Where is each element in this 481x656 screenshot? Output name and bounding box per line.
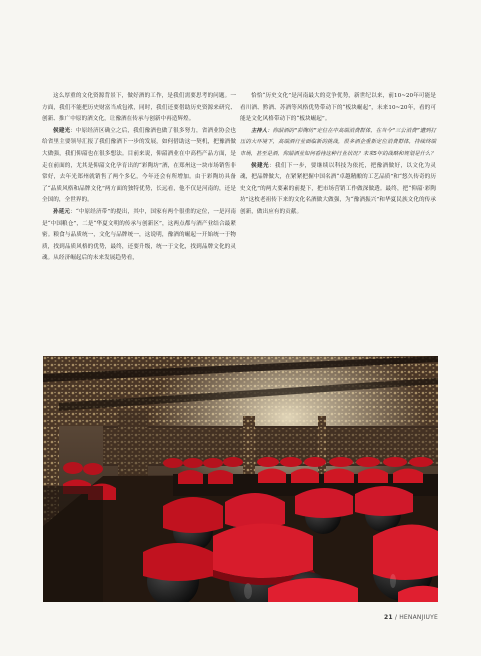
speaker-text: ：中原经济区确立之后，我们豫酒也做了很多努力，省酒业协会也给省里主要领导汇报了我们豫酒下一步的发展，如何借助这一契机，把豫酒做大做强，我们仰韶也在很多想法。目前来说，仰韶酒业在中高档产品方面，是走在前面的，尤其是仰韶文化孕育出的“彩陶坊”酒，在郑州这一块市场销售非常好，去年光郑州就销售了两个多亿，今年还会有所增加。由于彩陶坊具备了“品质风格和品牌文化”两方面的独特优势，长远看，他不仅是河南的，还是全国的，全世界的。 bbox=[42, 127, 237, 204]
journal-name: HENANJIUYE bbox=[399, 614, 438, 621]
speaker-name: 主持人 bbox=[251, 127, 268, 134]
speaker-name: 侯建光 bbox=[53, 127, 71, 134]
speaker-name: 孙延元 bbox=[53, 208, 71, 215]
left-text-column bbox=[42, 91, 236, 265]
paragraph-hou-2 bbox=[240, 161, 436, 219]
speaker-text: ：我们下一步，要继续以科技为依托，把豫酒做好，以文化为灵魂，把品牌做大，在紧紧把握中国名酒“卓越精酿的工艺品质”和“悠久传奇的历史文化”的两大要素的前提下，把市场营销工作做深做透。最终，把“仰韶·彩陶坊”这枚老祖传下来的文化名酒做大做强，为“豫酒振兴”和华夏民族文化的传承创新，做出应有的贡献。 bbox=[240, 162, 436, 215]
paragraph-sun bbox=[42, 207, 236, 265]
speaker-text: ：“中原经济带”的提出，其中，国家有两个很重的定位，一是河南是“中国粮仓”，二是“华夏文明的传承与创新区”，这两点都与酒产业结合最紧密。粮食与品质统一，文化与品牌统一，这说明，豫酒的崛起一开始统一于物质，找到品质风格的优势，最终，还要升级，统一于文化，找到品牌文化的灵魂。从经济崛起后的未来发展趋势看， bbox=[42, 208, 236, 262]
cellar-photo bbox=[43, 356, 438, 602]
journal-separator: / bbox=[394, 614, 398, 621]
paragraph-continued: 恰恰“历史文化”是河南最大的竞争优势，新世纪以来，前10~20年可能是看川酒、黔酒、苏酒等风格优势带动下的“板块崛起”，未来10~20年，看的可能是文化风格带动下的“板块崛起”。 bbox=[240, 93, 436, 123]
page-footer bbox=[368, 614, 438, 621]
right-text-column bbox=[240, 91, 436, 219]
cellar-photo-illustration bbox=[43, 356, 438, 602]
speaker-name: 侯建光 bbox=[251, 162, 269, 169]
paragraph-hou-1 bbox=[42, 126, 236, 207]
paragraph-intro: 这么厚重的文化资源背景下，做好酒的工作，是我们需要思考的问题。一方面，我们不能把历史财富当成包袱，同时，我们还要借助历史资源来研究、创新、推广中原的酒文化，让豫酒在传承与创新中再造辉煌。 bbox=[42, 93, 236, 123]
paragraph-host-question bbox=[240, 126, 436, 161]
page-number: 21 bbox=[384, 614, 393, 621]
question-text: ：仰韶酒的“彩陶坊”定位在中高端消费群体，在当今“三公消费”遭到打压的大环境下，高端酒行业面临新的挑战，很多酒企重新定位消费群体，持续终端市场，甚至是酒，仰韶酒业如何看待这种行业状况？未来5年的战略和规划是什么？ bbox=[240, 127, 436, 157]
